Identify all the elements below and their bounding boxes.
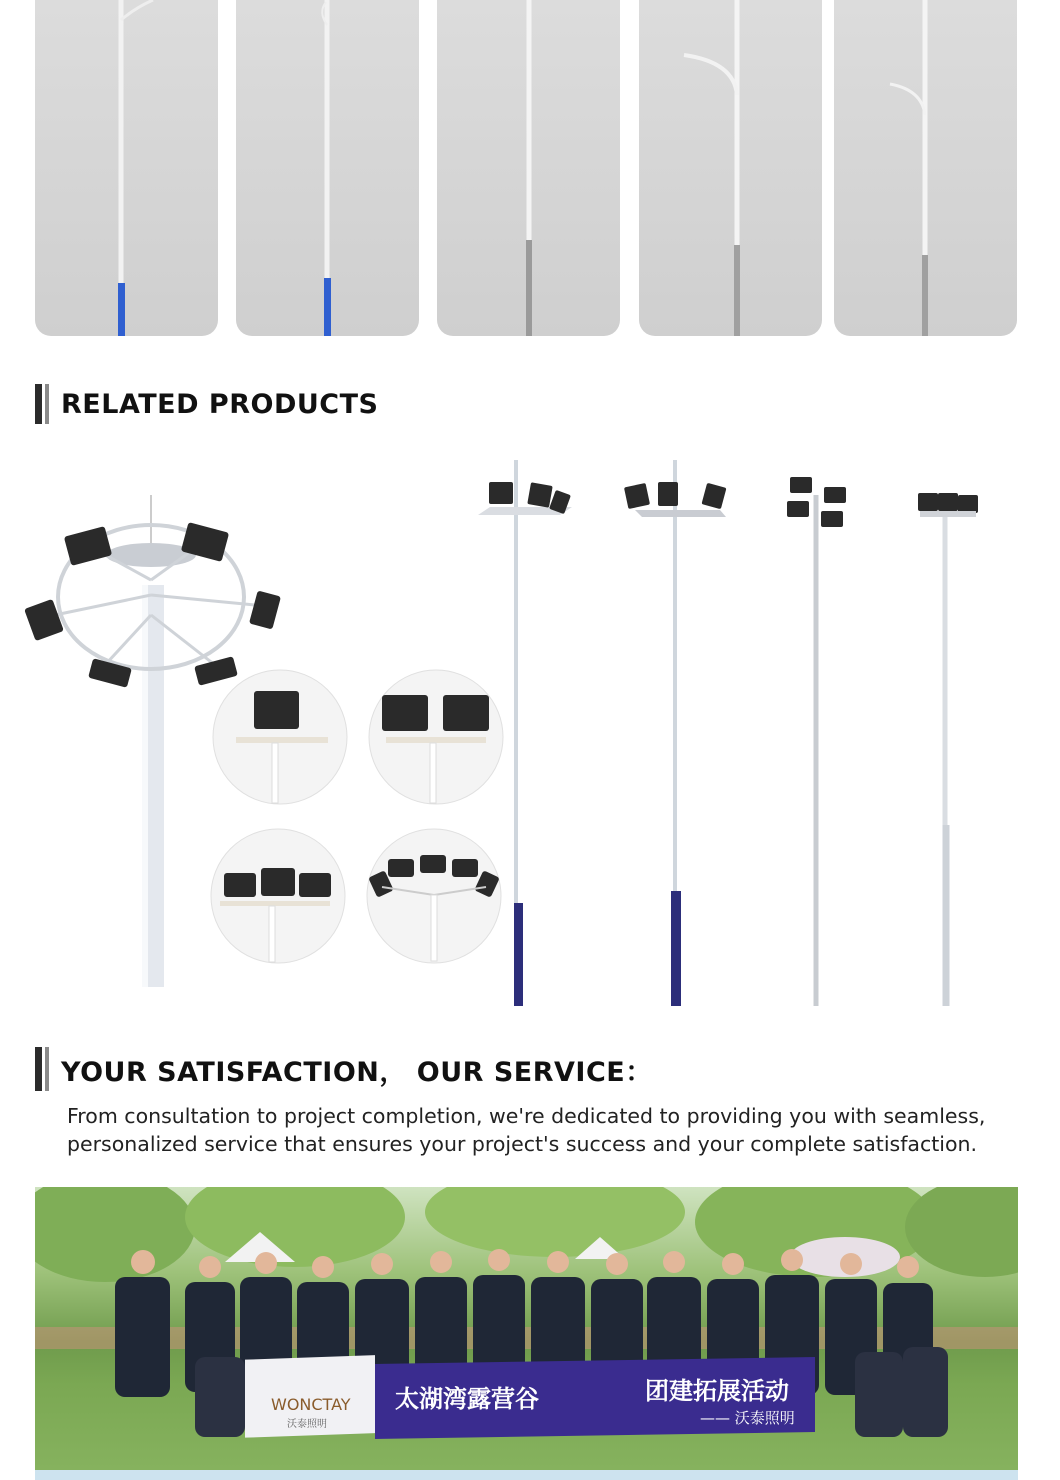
- detail-circle-4: [367, 829, 501, 963]
- service-title: YOUR SATISFACTION， OUR SERVICE：: [61, 1056, 653, 1088]
- pole-card-5[interactable]: [834, 0, 1017, 336]
- tall-pole-3: [787, 477, 846, 1006]
- high-mast-lights-image[interactable]: [20, 455, 1020, 1015]
- pole-card-3[interactable]: [437, 0, 620, 336]
- street-pole-image: [437, 0, 620, 336]
- team-photo: [35, 1187, 1018, 1470]
- heading-bar-icon: [35, 384, 49, 424]
- tall-pole-4: [918, 493, 978, 1006]
- related-products-heading: [35, 384, 378, 424]
- detail-circle-3: [211, 829, 345, 963]
- pole-card-4[interactable]: [639, 0, 822, 336]
- pole-gallery: [35, 0, 1018, 336]
- detail-circle-1: [213, 670, 347, 804]
- street-pole-image: [35, 0, 218, 336]
- related-products-gallery: [20, 455, 1020, 1015]
- service-heading: [35, 1047, 653, 1091]
- banner-text-right-sub: —— 沃泰照明: [700, 1409, 795, 1427]
- pole-card-1[interactable]: [35, 0, 218, 336]
- pole-card-2[interactable]: [236, 0, 419, 336]
- heading-bar-icon: [35, 1047, 49, 1091]
- bottom-strip: [35, 1470, 1018, 1480]
- banner-text-right: 团建拓展活动: [645, 1377, 789, 1405]
- related-products-title: RELATED PRODUCTS: [61, 388, 379, 420]
- team-group-image: [35, 1187, 1018, 1470]
- banner-text-left: 太湖湾露营谷: [395, 1385, 539, 1413]
- service-description: From consultation to project completion, we're dedicated to providing you with seamless, personalized service that ensures your project's success and your complete satisfaction.: [67, 1104, 986, 1156]
- banner-brand: WONCTAY: [271, 1395, 351, 1414]
- street-pole-image: [834, 0, 1017, 336]
- banner-brand-sub: 沃泰照明: [287, 1419, 327, 1430]
- street-pole-image: [639, 0, 822, 336]
- street-pole-image: [236, 0, 419, 336]
- tall-pole-2: [624, 460, 727, 1006]
- detail-circle-2: [369, 670, 503, 804]
